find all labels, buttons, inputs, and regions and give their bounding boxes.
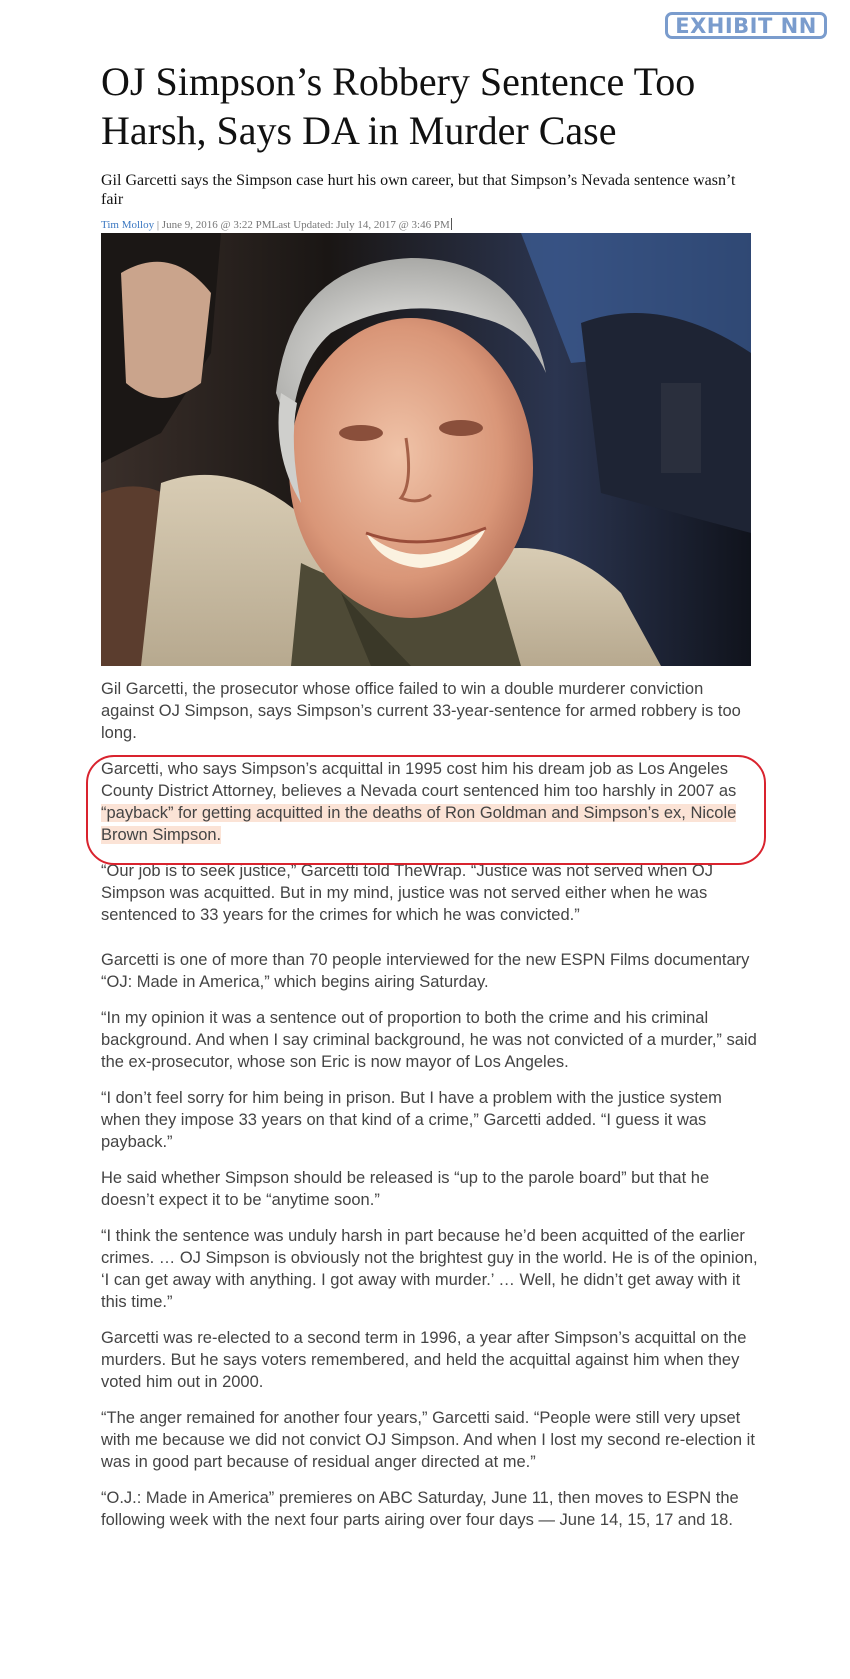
paragraph-2-text: Garcetti, who says Simpson’s acquittal in 1995 cost him his dream job as Los Angeles County District Attorney, believes a Nevada court sentenced him too harshly in 2007 as [101,760,737,800]
red-callout-box [86,755,766,865]
paragraph-7: He said whether Simpson should be released is “up to the parole board” but that he doesn’t expect it to be “anytime soon.” [101,1169,710,1209]
paragraph-3: “Our job is to seek justice,” Garcetti told TheWrap. “Justice was not served when OJ Simpson was acquitted. But in my mind, justice was not served either when he was sentenced to 33 years for the crimes for which he was convicted.” [101,862,713,924]
text-cursor [451,218,452,230]
highlighted-quote: “payback” for getting acquitted in the deaths of Ron Goldman and Simpson’s ex, Nicole Brown Simpson. [101,804,737,844]
paragraph-8: “I think the sentence was unduly harsh in part because he’d been acquitted of the earlier crimes. … OJ Simpson is obviously not the brightest guy in the world. He is of the opinion, ‘I can get away with anything. I got away with murder.’ … Well, he didn’t get away with it this time.” [101,1227,758,1311]
paragraph-4: Garcetti is one of more than 70 people interviewed for the new ESPN Films documentary “OJ: Made in America,” which begins airing Saturday. [101,951,750,991]
paragraph-5: “In my opinion it was a sentence out of proportion to both the crime and his criminal background. And when I say criminal background, he was not convicted of a murder,” said the ex-prosecutor, whose son Eric is now mayor of Los Angeles. [101,1009,757,1071]
byline [101,218,757,232]
updated-date: Last Updated: July 14, 2017 @ 3:46 PM [271,219,450,231]
article-photo [101,233,751,666]
author-link[interactable]: Tim Molloy [101,219,155,231]
article-title: OJ Simpson’s Robbery Sentence Too Harsh, Says DA in Murder Case [101,59,696,153]
byline-separator: | [154,219,162,231]
paragraph-1: Gil Garcetti, the prosecutor whose office failed to win a double murderer conviction against OJ Simpson, says Simpson’s current 33-year-sentence for armed robbery is too long. [101,680,741,742]
publish-date: June 9, 2016 @ 3:22 PM [161,219,272,231]
exhibit-stamp: EXHIBIT NN [665,12,827,39]
paragraph-10: “The anger remained for another four years,” Garcetti said. “People were still very upset with me because we did not convict OJ Simpson. And when I lost my second re-election it was in good part because of residual anger directed at me.” [101,1409,755,1471]
article-subtitle: Gil Garcetti says the Simpson case hurt his own career, but that Simpson’s Nevada sentence wasn’t fair [101,172,736,208]
paragraph-11: “O.J.: Made in America” premieres on ABC Saturday, June 11, then moves to ESPN the following week with the next four parts airing over four days — June 14, 15, 17 and 18. [101,1489,739,1529]
paragraph-9: Garcetti was re-elected to a second term in 1996, a year after Simpson’s acquittal on the murders. But he says voters remembered, and held the acquittal against him when they voted him out in 2000. [101,1329,747,1391]
portrait-photo-image [101,233,751,666]
paragraph-6: “I don’t feel sorry for him being in prison. But I have a problem with the justice system when they impose 33 years on that kind of a crime,” Garcetti added. “I guess it was payback.” [101,1089,722,1151]
